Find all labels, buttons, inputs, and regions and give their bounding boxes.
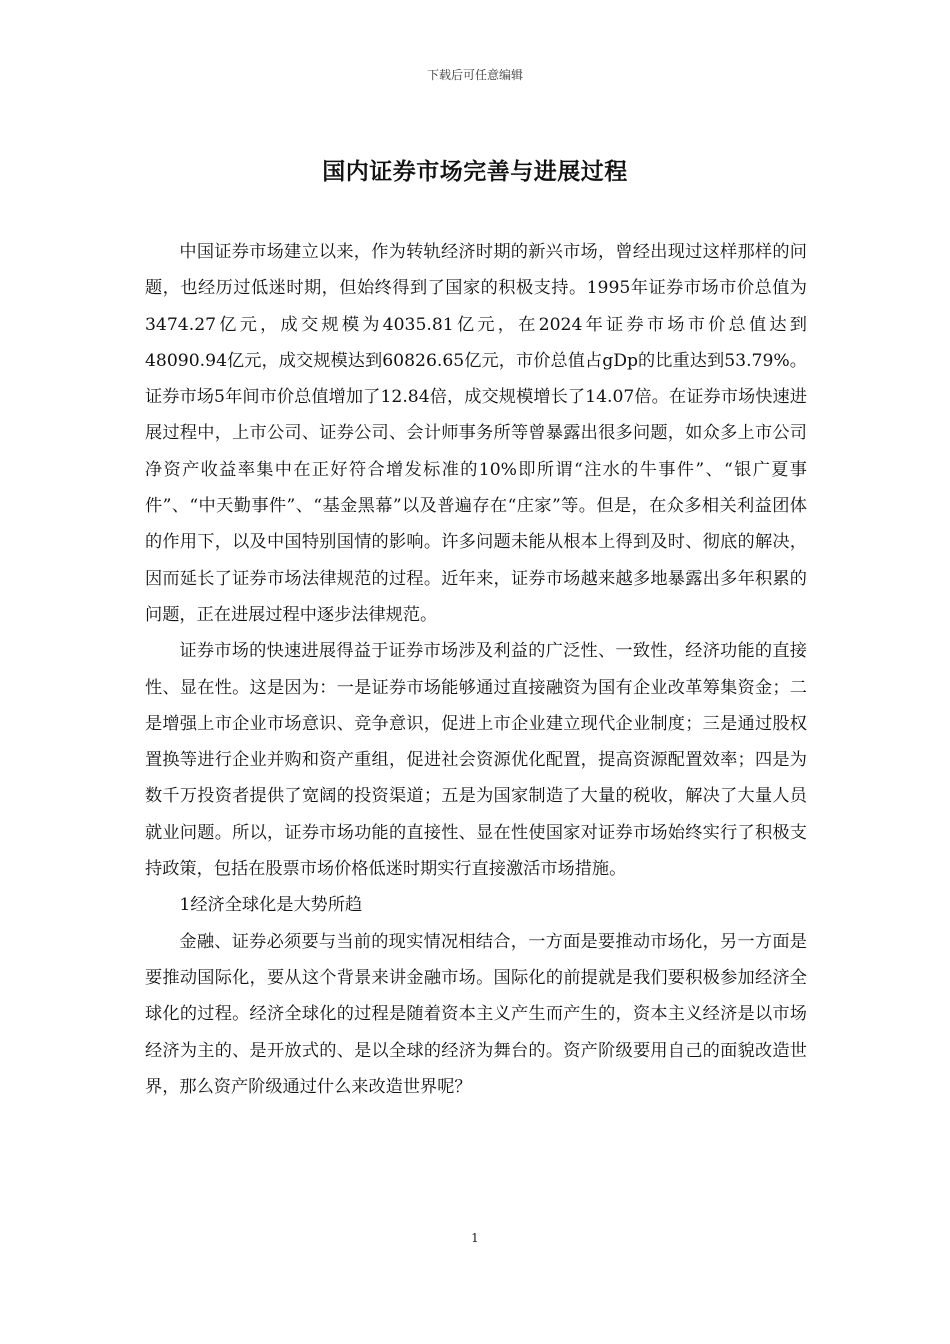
document-body xyxy=(145,234,807,1105)
paragraph-market-history: 中国证券市场建立以来，作为转轨经济时期的新兴市场，曾经出现过这样那样的问题，也经历过低迷时期，但始终得到了国家的积极支持。1995年证券市场市价总值为3474.27亿元，成交规模为4035.81亿元，在2024年证券市场市价总值达到48090.94亿元，成交规模达到60826.65亿元，市价总值占gDp的比重达到53.79%。证券市场5年间市价总值增加了12.84倍，成交规模增长了14.07倍。在证券市场快速进展过程中，上市公司、证券公司、会计师事务所等曾暴露出很多问题，如众多上市公司净资产收益率集中在正好符合增发标准的10%即所谓“注水的牛事件”、“银广夏事件”、“中天勤事件”、“基金黑幕”以及普遍存在“庄家”等。但是，在众多相关利益团体的作用下，以及中国特别国情的影响。许多问题未能从根本上得到及时、彻底的解决，因而延长了证券市场法律规范的过程。近年来，证券市场越来越多地暴露出多年积累的问题，正在进展过程中逐步法律规范。 xyxy=(145,242,807,625)
page-number: 1 xyxy=(471,1231,479,1245)
section-heading-globalization: 1经济全球化是大势所趋 xyxy=(179,895,363,916)
document-title: 国内证券市场完善与进展过程 xyxy=(322,158,628,185)
header-note: 下载后可任意编辑 xyxy=(426,68,523,82)
paragraph-globalization: 金融、证券必须要与当前的现实情况相结合，一方面是要推动市场化，另一方面是要推动国际化，要从这个背景来讲金融市场。国际化的前提就是我们要积极参加经济全球化的过程。经济全球化的过程是随着资本主义产生而产生的，资本主义经济是以市场经济为主的、是开放式的、是以全球的经济为舞台的。资产阶级要用自己的面貌改造世界，那么资产阶级通过什么来改造世界呢？ xyxy=(145,931,807,1097)
paragraph-market-development: 证券市场的快速进展得益于证券市场涉及利益的广泛性、一致性，经济功能的直接性、显在性。这是因为：一是证券市场能够通过直接融资为国有企业改革筹集资金；二是增强上市企业市场意识、竞争意识，促进上市企业建立现代企业制度；三是通过股权置换等进行企业并购和资产重组，促进社会资源优化配置，提高资源配置效率；四是为数千万投资者提供了宽阔的投资渠道；五是为国家制造了大量的税收，解决了大量人员就业问题。所以，证券市场功能的直接性、显在性使国家对证券市场始终实行了积极支持政策，包括在股票市场价格低迷时期实行直接激活市场措施。 xyxy=(145,641,807,880)
